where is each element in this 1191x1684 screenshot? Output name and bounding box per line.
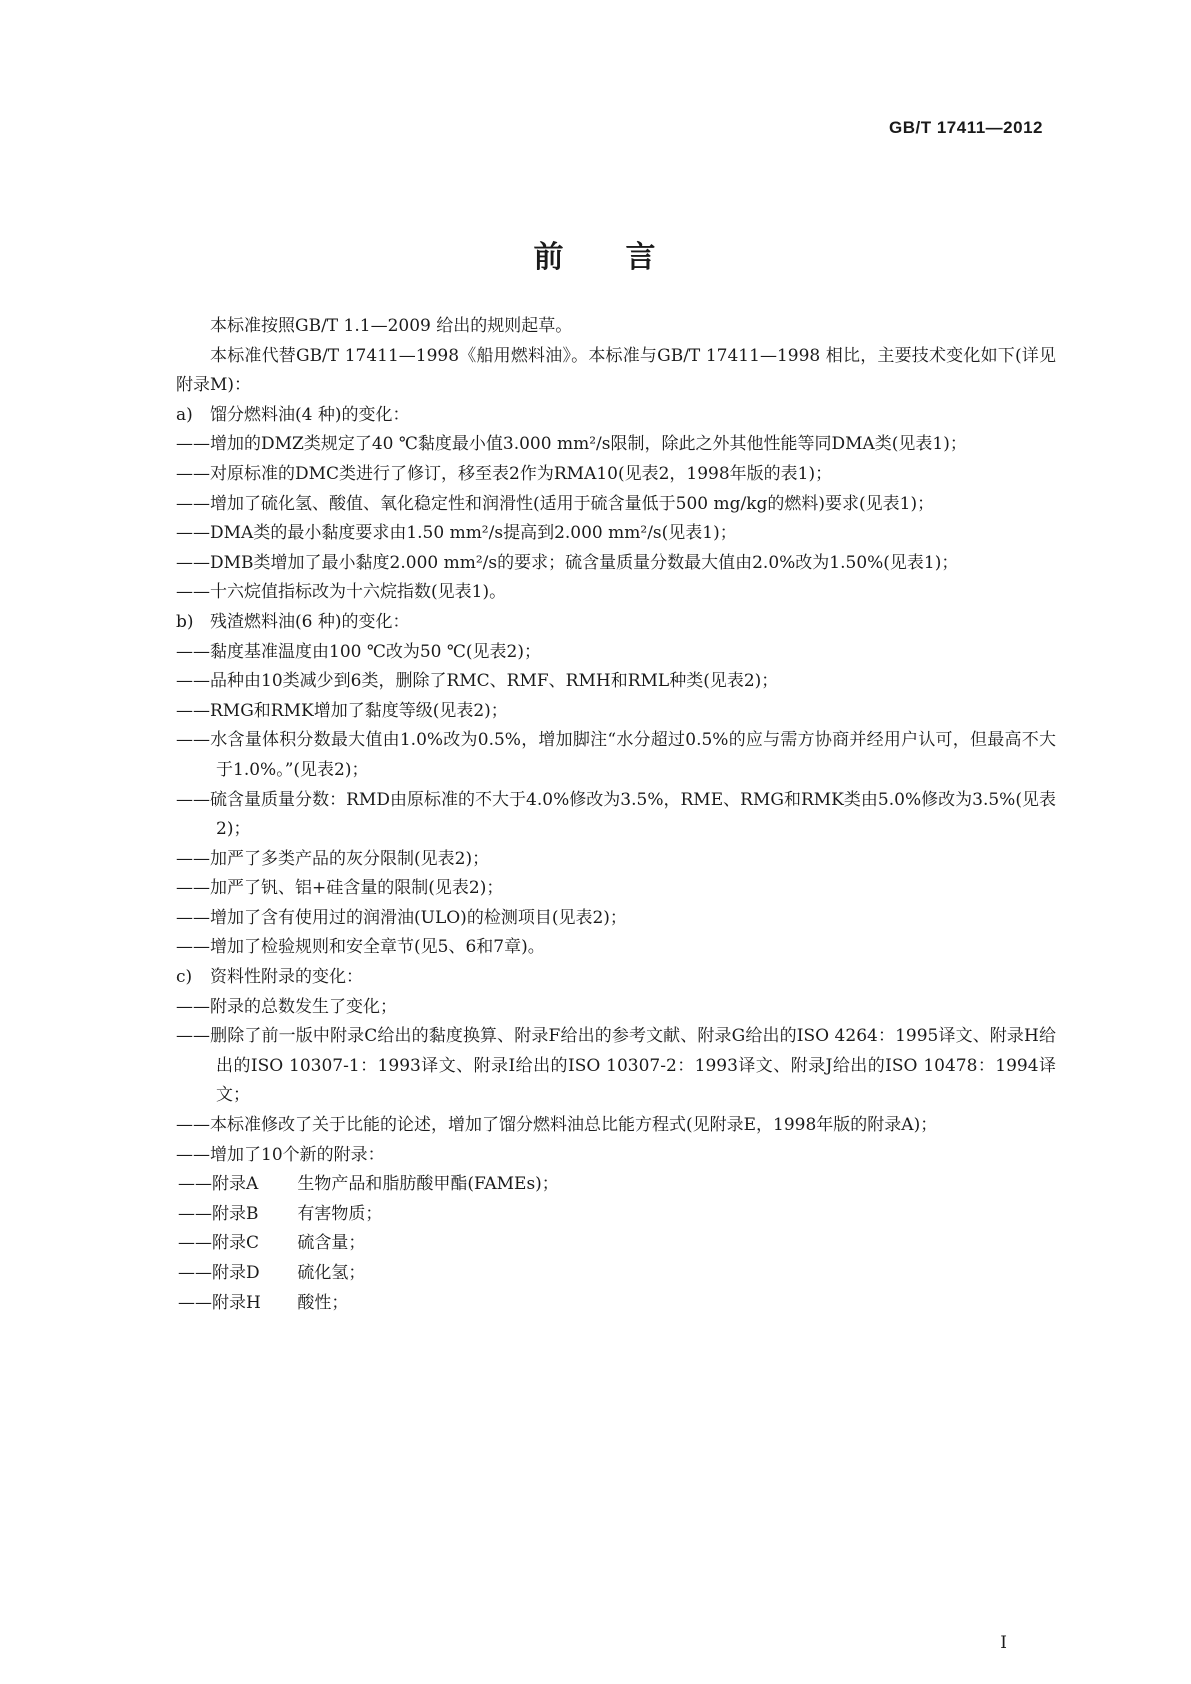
dash-item: ——对原标准的DMC类进行了修订，移至表2作为RMA10(见表2，1998年版的表1)；: [176, 463, 833, 484]
annex-text: 硫含量；: [297, 1233, 366, 1254]
dash-item: ——增加了10个新的附录：: [176, 1144, 385, 1165]
list-text: 馏分燃料油(4 种)的变化：: [210, 404, 410, 425]
annex-item: [178, 1170, 1056, 1200]
dash-item: ——品种由10类减少到6类，删除了RMC、RMF、RMH和RML种类(见表2)；: [176, 671, 779, 692]
dash-item: ——删除了前一版中附录C给出的黏度换算、附录F给出的参考文献、附录G给出的ISO 4264：1995译文、附录H给出的ISO 10307-1：1993译文、附录I给出的ISO 10307-2：1993译文、附录J给出的ISO 10478：1994译文；: [176, 1026, 1056, 1106]
list-label: a): [176, 404, 193, 425]
annex-item: [178, 1259, 1056, 1289]
annex-label: ——附录D: [178, 1263, 260, 1283]
annex-text: 生物产品和脂肪酸甲酯(FAMEs)；: [297, 1174, 559, 1195]
list-label: b): [176, 611, 194, 632]
list-label: c): [176, 967, 193, 988]
annex-label: ——附录C: [178, 1233, 260, 1254]
paragraph: 本标准代替GB/T 17411—1998《船用燃料油》。本标准与GB/T 17411—1998 相比，主要技术变化如下(详见附录M)：: [176, 345, 1056, 396]
dash-item: ——DMA类的最小黏度要求由1.50 mm²/s提高到2.000 mm²/s(见表1)；: [176, 523, 737, 544]
list-text: 残渣燃料油(6 种)的变化：: [210, 611, 410, 632]
dash-item: ——本标准修改了关于比能的论述，增加了馏分燃料油总比能方程式(见附录E，1998年版的附录A)；: [176, 1115, 938, 1136]
standard-code: GB/T 17411—2012: [889, 118, 1043, 137]
list-item-b: [176, 608, 1056, 638]
dash-item: ——DMB类增加了最小黏度2.000 mm²/s的要求；硫含量质量分数最大值由2.0%改为1.50%(见表1)；: [176, 552, 959, 573]
annex-item: [178, 1289, 1056, 1319]
dash-item: ——增加的DMZ类规定了40 ℃黏度最小值3.000 mm²/s限制，除此之外其他性能等同DMA类(见表1)；: [176, 434, 967, 455]
dash-item: ——水含量体积分数最大值由1.0%改为0.5%，增加脚注“水分超过0.5%的应与需方协商并经用户认可，但最高不大于1.0%。”(见表2)；: [176, 730, 1056, 780]
dash-item: ——增加了硫化氢、酸值、氧化稳定性和润滑性(适用于硫含量低于500 mg/kg的燃料)要求(见表1)；: [176, 493, 935, 514]
foreword-body: [176, 312, 1056, 1318]
dash-item: ——附录的总数发生了变化；: [176, 996, 397, 1017]
title-char-2: 言: [625, 240, 658, 275]
annex-label: ——附录B: [178, 1203, 259, 1224]
dash-item: ——RMG和RMK增加了黏度等级(见表2)；: [176, 700, 508, 721]
annex-item: [178, 1229, 1056, 1259]
dash-item: ——加严了钒、铝+硅含量的限制(见表2)；: [176, 878, 504, 899]
annex-item: [178, 1200, 1056, 1230]
dash-item: ——增加了检验规则和安全章节(见5、6和7章)。: [176, 937, 545, 958]
title-char-1: 前: [533, 240, 566, 275]
dash-item: ——十六烷值指标改为十六烷指数(见表1)。: [176, 582, 507, 603]
dash-item: ——增加了含有使用过的润滑油(ULO)的检测项目(见表2)；: [176, 907, 627, 928]
page-number: I: [1000, 1633, 1007, 1653]
annex-text: 有害物质；: [297, 1203, 383, 1224]
annex-label: ——附录H: [178, 1292, 261, 1313]
paragraph: 本标准按照GB/T 1.1—2009 给出的规则起草。: [210, 316, 573, 336]
annex-text: 酸性；: [297, 1292, 349, 1313]
list-item-c: [176, 963, 1056, 993]
annex-label: ——附录A: [178, 1174, 259, 1195]
list-item-a: [176, 401, 1056, 431]
page-title: [0, 232, 1191, 276]
dash-item: ——黏度基准温度由100 ℃改为50 ℃(见表2)；: [176, 641, 542, 662]
dash-item: ——加严了多类产品的灰分限制(见表2)；: [176, 848, 490, 869]
dash-item: ——硫含量质量分数：RMD由原标准的不大于4.0%修改为3.5%，RME、RMG和RMK类由5.0%修改为3.5%(见表2)；: [176, 789, 1056, 840]
list-text: 资料性附录的变化：: [210, 967, 363, 988]
annex-text: 硫化氢；: [297, 1263, 366, 1283]
